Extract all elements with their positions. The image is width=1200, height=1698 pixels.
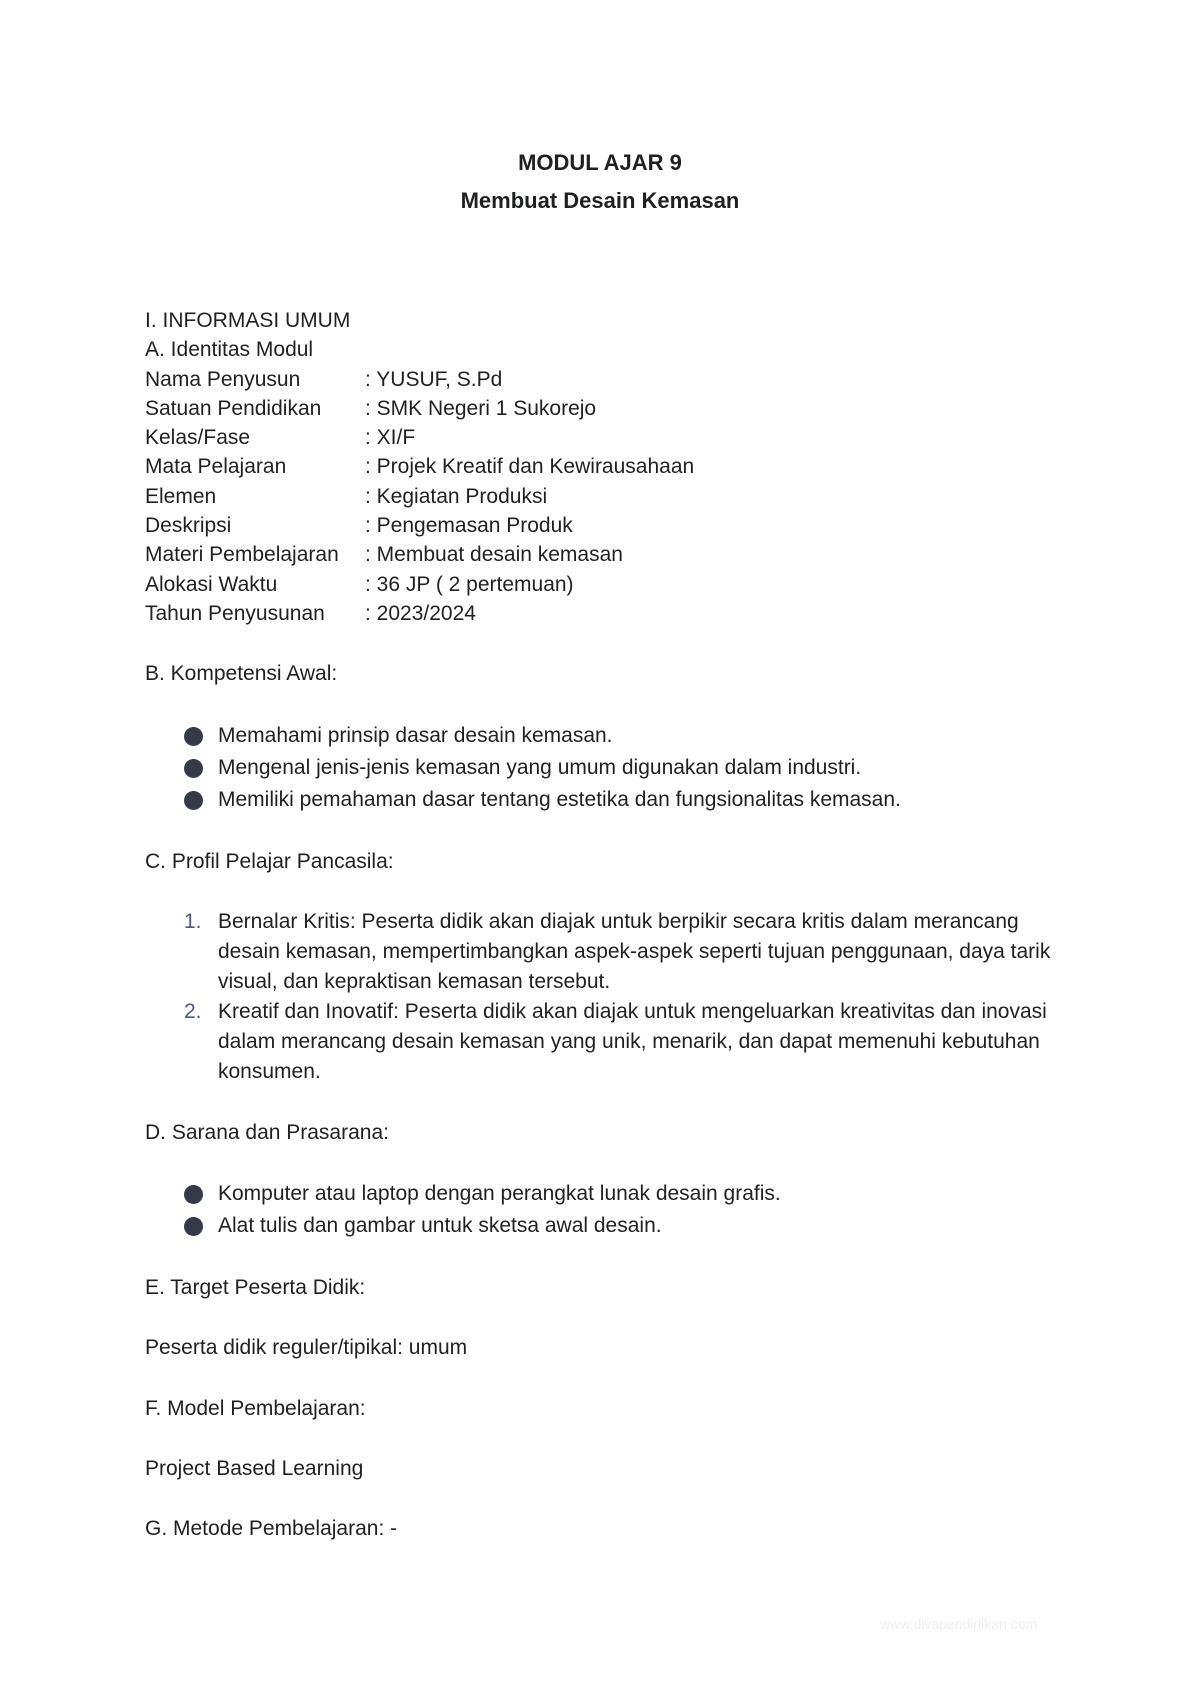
bullet-icon bbox=[184, 759, 203, 778]
list-item bbox=[184, 720, 1075, 752]
identity-row bbox=[145, 511, 1075, 540]
document-body bbox=[145, 306, 1075, 1544]
identity-row bbox=[145, 394, 1075, 423]
identity-value: : SMK Negeri 1 Sukorejo bbox=[365, 396, 597, 420]
identity-label: Mata Pelajaran bbox=[145, 455, 287, 479]
identity-label: Kelas/Fase bbox=[145, 426, 251, 450]
bullet-icon bbox=[184, 1217, 203, 1236]
title-block bbox=[0, 144, 1200, 220]
identity-value: : Kegiatan Produksi bbox=[365, 484, 548, 508]
section-e-heading: E. Target Peserta Didik: bbox=[145, 1276, 366, 1300]
list-item-text: Memiliki pemahaman dasar tentang estetika dan fungsionalitas kemasan. bbox=[218, 787, 901, 811]
identity-row bbox=[145, 365, 1075, 394]
section-f-heading: F. Model Pembelajaran: bbox=[145, 1396, 366, 1420]
section-d-heading: D. Sarana dan Prasarana: bbox=[145, 1120, 389, 1144]
identity-row bbox=[145, 423, 1075, 452]
list-item-text: Alat tulis dan gambar untuk sketsa awal desain. bbox=[218, 1214, 662, 1238]
identity-label: Satuan Pendidikan bbox=[145, 396, 322, 420]
list-item bbox=[184, 752, 1075, 784]
list-item-text: Komputer atau laptop dengan perangkat lunak desain grafis. bbox=[218, 1182, 781, 1206]
list-number: 2. bbox=[184, 999, 202, 1023]
section-f-text: Project Based Learning bbox=[145, 1457, 364, 1481]
identity-value: : Pengemasan Produk bbox=[365, 514, 573, 538]
list-item-text: Memahami prinsip dasar desain kemasan. bbox=[218, 723, 613, 747]
identity-value: : 2023/2024 bbox=[365, 601, 476, 625]
identity-label: Alokasi Waktu bbox=[145, 572, 278, 596]
identity-table bbox=[145, 365, 1075, 629]
identity-value: : Membuat desain kemasan bbox=[365, 543, 623, 567]
identity-row bbox=[145, 570, 1075, 599]
document-title: MODUL AJAR 9 bbox=[518, 150, 682, 175]
identity-value: : 36 JP ( 2 pertemuan) bbox=[365, 572, 574, 596]
identity-label: Elemen bbox=[145, 484, 217, 508]
profile-list bbox=[145, 907, 1075, 1087]
identity-label: Materi Pembelajaran bbox=[145, 543, 339, 567]
list-number: 1. bbox=[184, 909, 202, 933]
identity-label: Tahun Penyusunan bbox=[145, 601, 325, 625]
list-item bbox=[184, 997, 1075, 1087]
bullet-icon bbox=[184, 1185, 203, 1204]
list-item bbox=[184, 1210, 1075, 1242]
section-e-text: Peserta didik reguler/tipikal: umum bbox=[145, 1336, 468, 1360]
identity-label: Deskripsi bbox=[145, 514, 232, 538]
identity-row bbox=[145, 599, 1075, 628]
identity-value: : XI/F bbox=[365, 426, 416, 450]
watermark: www.divapendidikan.com bbox=[880, 1616, 1038, 1632]
section-i-heading: I. INFORMASI UMUM bbox=[145, 309, 351, 332]
document-subtitle: Membuat Desain Kemasan bbox=[460, 188, 740, 213]
identity-row bbox=[145, 452, 1075, 481]
list-item bbox=[184, 1178, 1075, 1210]
identity-value: : Projek Kreatif dan Kewirausahaan bbox=[365, 455, 695, 479]
list-item bbox=[184, 907, 1075, 997]
section-g-heading: G. Metode Pembelajaran: - bbox=[145, 1517, 398, 1541]
bullet-icon bbox=[184, 727, 203, 746]
list-item-text: Mengenal jenis-jenis kemasan yang umum digunakan dalam industri. bbox=[218, 755, 862, 779]
identity-row bbox=[145, 540, 1075, 569]
list-item bbox=[184, 784, 1075, 816]
identity-row bbox=[145, 482, 1075, 511]
list-item-text: Kreatif dan Inovatif: Peserta didik akan diajak untuk mengeluarkan kreativitas dan inovasi dalam merancang desain kemasan yang unik, menarik, dan dapat memenuhi kebutuhan konsumen. bbox=[218, 999, 1047, 1083]
identity-value: : YUSUF, S.Pd bbox=[365, 367, 503, 391]
competency-list bbox=[145, 720, 1075, 816]
bullet-icon bbox=[184, 791, 203, 810]
section-a-heading: A. Identitas Modul bbox=[145, 338, 314, 362]
list-item-text: Bernalar Kritis: Peserta didik akan diajak untuk berpikir secara kritis dalam merancang desain kemasan, mempertimbangkan aspek-aspek seperti tujuan penggunaan, daya tarik visual, dan kepraktisan kemasan tersebut. bbox=[218, 909, 1051, 993]
facilities-list bbox=[145, 1178, 1075, 1242]
identity-label: Nama Penyusun bbox=[145, 367, 301, 391]
section-c-heading: C. Profil Pelajar Pancasila: bbox=[145, 849, 394, 873]
section-b-heading: B. Kompetensi Awal: bbox=[145, 662, 338, 686]
